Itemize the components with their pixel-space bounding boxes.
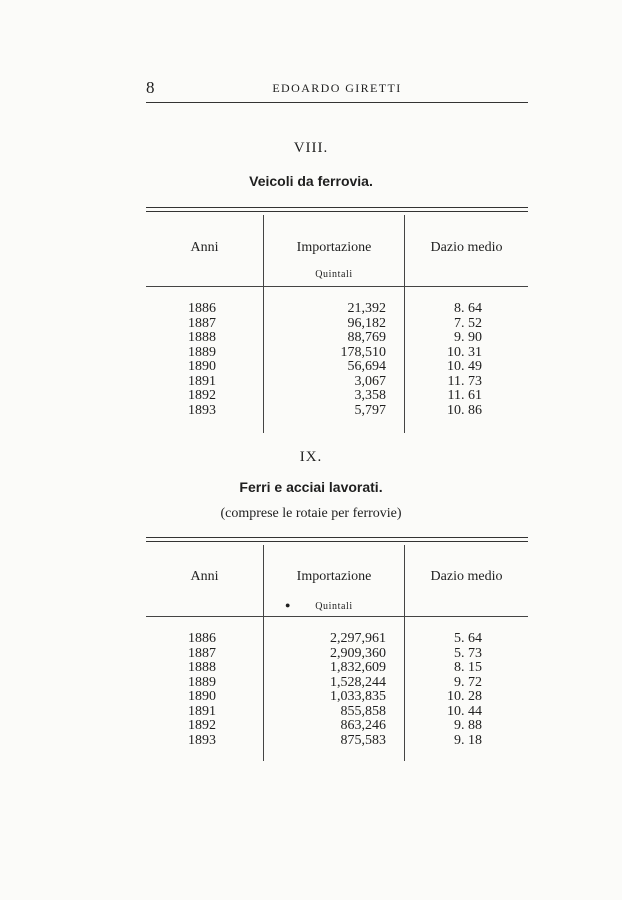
table-cell: 1888 (188, 660, 216, 675)
table-cell: 1887 (188, 645, 216, 661)
column-unit-label: Quintali (315, 269, 353, 280)
column-header-years: Anni (190, 569, 219, 584)
table-cell: 1889 (188, 344, 216, 360)
imports-column (268, 302, 386, 418)
table-cell: 863,246 (340, 718, 386, 733)
section-title: Ferri e acciai lavorati. (239, 479, 383, 495)
column-header-imports: Importazione (296, 569, 372, 584)
table-cell: 9. 88 (454, 718, 482, 733)
table-cell: 10. 49 (447, 359, 482, 374)
table-cell: 10. 86 (447, 402, 482, 418)
section-number: IX. (299, 449, 323, 465)
running-head-author: EDOARDO GIRETTI (272, 81, 402, 95)
table-cell: 2,909,360 (330, 645, 386, 661)
table-cell: 2,297,961 (330, 631, 386, 646)
running-header (146, 74, 528, 102)
section-subtitle: (comprese le rotaie per ferrovie) (220, 506, 402, 521)
table-cell: 10. 31 (447, 344, 482, 360)
table-cell: 875,583 (340, 732, 386, 748)
table-cell: 178,510 (340, 344, 386, 360)
table-cell: 1,832,609 (330, 660, 386, 675)
years-column (162, 632, 242, 748)
table-cell: 56,694 (347, 359, 386, 374)
table-cell: 1890 (188, 689, 216, 704)
table-cell: 11. 73 (447, 373, 482, 389)
table-cell: 1892 (188, 388, 216, 403)
table-cell: 855,858 (340, 703, 386, 719)
table-cell: 1891 (188, 373, 216, 389)
bullet-icon: ● (285, 600, 291, 610)
imports-column (268, 632, 386, 748)
duty-column (418, 302, 482, 418)
data-table (146, 207, 528, 435)
header-rule (146, 616, 528, 617)
table-cell: 5. 64 (454, 631, 482, 646)
table-cell: 1886 (188, 631, 216, 646)
page-number: 8 (146, 78, 155, 97)
table-cell: 9. 90 (454, 330, 482, 345)
table-top-rule (146, 207, 528, 212)
table-cell: 88,769 (347, 330, 386, 345)
table-cell: 1,033,835 (330, 689, 386, 704)
column-header-duty: Dazio medio (430, 240, 503, 255)
years-column (162, 302, 242, 418)
column-header-years: Anni (190, 240, 219, 255)
table-cell: 1888 (188, 330, 216, 345)
table-cell: 21,392 (347, 301, 386, 316)
table-cell: 5,797 (354, 402, 386, 418)
table-cell: 1886 (188, 301, 216, 316)
table-cell: 11. 61 (447, 388, 482, 403)
table-cell: 10. 28 (447, 689, 482, 704)
duty-column (418, 632, 482, 748)
table-cell: 3,067 (354, 373, 386, 389)
table-cell: 96,182 (347, 315, 386, 331)
table-cell: 9. 72 (454, 674, 482, 690)
section-number: VIII. (293, 140, 329, 156)
table-top-rule (146, 537, 528, 542)
column-header-imports: Importazione (296, 240, 372, 255)
column-header-duty: Dazio medio (430, 569, 503, 584)
table-cell: 1893 (188, 402, 216, 418)
header-rule (146, 286, 528, 287)
table-cell: 5. 73 (454, 645, 482, 661)
table-cell: 8. 64 (454, 301, 482, 316)
table-cell: 1892 (188, 718, 216, 733)
table-cell: 9. 18 (454, 732, 482, 748)
section-title: Veicoli da ferrovia. (249, 173, 373, 189)
table-cell: 1891 (188, 703, 216, 719)
data-table (146, 537, 528, 763)
table-cell: 1,528,244 (330, 674, 386, 690)
table-cell: 1887 (188, 315, 216, 331)
table-cell: 3,358 (354, 388, 386, 403)
table-cell: 10. 44 (447, 703, 482, 719)
table-cell: 7. 52 (454, 315, 482, 331)
table-cell: 1889 (188, 674, 216, 690)
header-rule (146, 102, 528, 103)
column-unit-label: Quintali (315, 601, 353, 612)
table-cell: 1890 (188, 359, 216, 374)
table-cell: 1893 (188, 732, 216, 748)
table-cell: 8. 15 (454, 660, 482, 675)
